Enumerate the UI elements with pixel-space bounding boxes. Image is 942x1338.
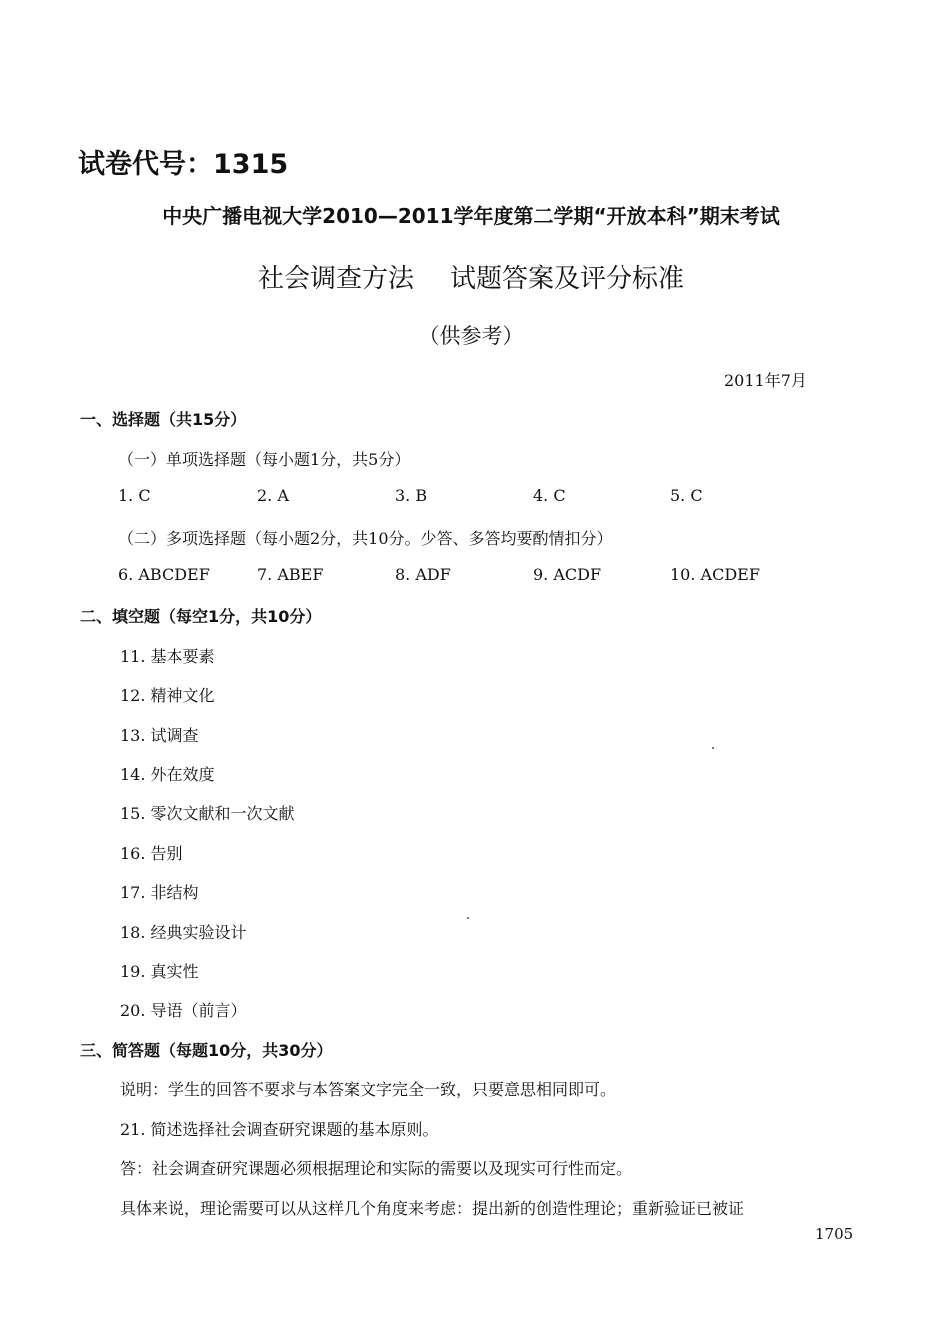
answer-4: 4. C — [533, 486, 566, 505]
section-3-title: 三、简答题（每题10分，共30分） — [80, 1041, 333, 1060]
section-1-part-1-title: （一）单项选择题（每小题1分，共5分） — [118, 450, 411, 469]
fill-item-12: 12. 精神文化 — [120, 686, 215, 705]
scan-speck — [467, 917, 469, 919]
answer-2: 2. A — [257, 486, 289, 505]
answer-3: 3. B — [395, 486, 428, 505]
subject-title — [0, 258, 942, 295]
fill-item-16: 16. 告别 — [120, 844, 183, 863]
section-2-title: 二、填空题（每空1分，共10分） — [80, 607, 322, 626]
fill-item-14: 14. 外在效度 — [120, 765, 215, 784]
course-name: 社会调查方法 — [257, 264, 414, 294]
fill-item-19: 19. 真实性 — [120, 962, 199, 981]
exam-date: 2011年7月 — [724, 371, 807, 390]
answer-7: 7. ABEF — [257, 565, 324, 584]
fill-item-11: 11. 基本要素 — [120, 647, 215, 666]
fill-item-15: 15. 零次文献和一次文献 — [120, 804, 295, 823]
answer-1: 1. C — [118, 486, 151, 505]
exam-header: 中央广播电视大学2010—2011学年度第二学期“开放本科”期末考试 — [162, 204, 780, 228]
answer-9: 9. ACDF — [533, 565, 602, 584]
section-3-note: 说明：学生的回答不要求与本答案文字完全一致，只要意思相同即可。 — [120, 1080, 617, 1099]
scan-speck — [712, 747, 714, 749]
answer-5: 5. C — [670, 486, 703, 505]
answer-10: 10. ACDEF — [670, 565, 760, 584]
fill-item-13: 13. 试调查 — [120, 726, 199, 745]
fill-item-18: 18. 经典实验设计 — [120, 923, 247, 942]
answer-21: 答：社会调查研究课题必须根据理论和实际的需要以及现实可行性而定。 — [120, 1159, 633, 1178]
fill-item-20: 20. 导语（前言） — [120, 1001, 247, 1020]
page-number: 1705 — [815, 1225, 854, 1243]
section-1-part-2-title: （二）多项选择题（每小题2分，共10分。少答、多答均要酌情扣分） — [118, 529, 613, 548]
answer-6: 6. ABCDEF — [118, 565, 210, 584]
fill-item-17: 17. 非结构 — [120, 883, 199, 902]
paper-code: 试卷代号：1315 — [78, 149, 289, 180]
answer-8: 8. ADF — [395, 565, 451, 584]
answer-21-continued: 具体来说，理论需要可以从这样几个角度来考虑：提出新的创造性理论；重新验证已被证 — [120, 1199, 745, 1218]
section-1-title: 一、选择题（共15分） — [80, 410, 247, 429]
reference-note: （供参考） — [418, 324, 524, 348]
doc-type: 试题答案及评分标准 — [450, 264, 685, 294]
question-21: 21. 简述选择社会调查研究课题的基本原则。 — [120, 1120, 439, 1139]
